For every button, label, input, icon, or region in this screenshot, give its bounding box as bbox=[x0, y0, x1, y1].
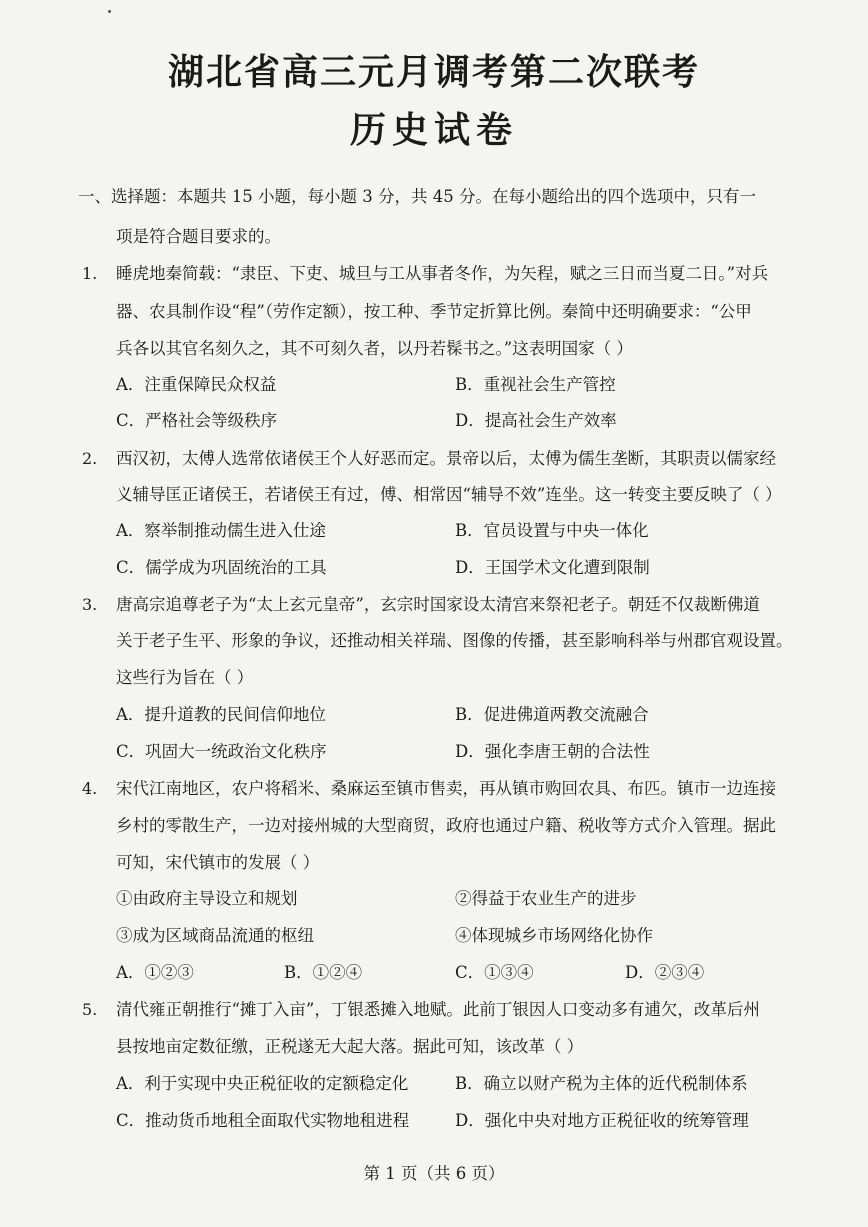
question-number: 3. bbox=[82, 595, 98, 614]
scan-speck bbox=[108, 10, 111, 13]
option-d: D．强化中央对地方正税征收的统筹管理 bbox=[455, 1111, 749, 1130]
question-text-line: 乡村的零散生产，一边对接州城的大型商贸，政府也通过户籍、税收等方式介入管理。据此 bbox=[116, 816, 776, 835]
option-c: C．儒学成为巩固统治的工具 bbox=[116, 558, 327, 577]
question-number: 1. bbox=[82, 264, 98, 283]
option-a: A．察举制推动儒生进入仕途 bbox=[116, 521, 326, 540]
statement-3: ③成为区域商品流通的枢纽 bbox=[116, 926, 314, 945]
question-number: 4. bbox=[82, 779, 98, 798]
question-text-line: 宋代江南地区，农户将稻米、桑麻运至镇市售卖，再从镇市购回农具、布匹。镇市一边连接 bbox=[116, 779, 776, 798]
question-text-line: 县按地亩定数征缴，正税遂无大起大落。据此可知，该改革（ ） bbox=[116, 1037, 584, 1056]
statement-4: ④体现城乡市场网络化协作 bbox=[455, 926, 653, 945]
question-number: 5. bbox=[82, 1000, 98, 1019]
question-number: 2. bbox=[82, 449, 98, 468]
question-text-line: 唐高宗追尊老子为“太上玄元皇帝”，玄宗时国家设太清宫来祭祀老子。朝廷不仅裁断佛道 bbox=[116, 595, 760, 614]
question-text-line: 义辅导匡正诸侯王，若诸侯王有过，傅、相常因“辅导不效”连坐。这一转变主要反映了（ ） bbox=[116, 485, 782, 504]
option-c: C．①③④ bbox=[455, 963, 534, 982]
option-a: A．利于实现中央正税征收的定额稳定化 bbox=[116, 1074, 409, 1093]
option-b: B．重视社会生产管控 bbox=[455, 375, 616, 394]
option-c: C．推动货币地租全面取代实物地租进程 bbox=[116, 1111, 410, 1130]
option-c: C．严格社会等级秩序 bbox=[116, 411, 278, 430]
statement-1: ①由政府主导设立和规划 bbox=[116, 889, 298, 908]
option-b: B．确立以财产税为主体的近代税制体系 bbox=[455, 1074, 748, 1093]
option-a: A．①②③ bbox=[116, 963, 194, 982]
section-instruction-line-1: 一、选择题：本题共 15 小题，每小题 3 分，共 45 分。在每小题给出的四个选项中，只有一 bbox=[78, 187, 756, 206]
option-c: C．巩固大一统政治文化秩序 bbox=[116, 742, 327, 761]
option-d: D．强化李唐王朝的合法性 bbox=[455, 742, 650, 761]
question-text-line: 清代雍正朝推行“摊丁入亩”，丁银悉摊入地赋。此前丁银因人口变动多有逋欠，改革后州 bbox=[116, 1000, 760, 1019]
question-text-line: 西汉初，太傅人选常依诸侯王个人好恶而定。景帝以后，太傅为儒生垄断，其职责以儒家经 bbox=[116, 449, 776, 468]
option-b: B．促进佛道两教交流融合 bbox=[455, 705, 649, 724]
exam-title: 湖北省高三元月调考第二次联考 bbox=[167, 51, 700, 93]
option-d: D．王国学术文化遭到限制 bbox=[455, 558, 650, 577]
option-a: A．提升道教的民间信仰地位 bbox=[116, 705, 326, 724]
option-d: D．提高社会生产效率 bbox=[455, 411, 617, 430]
question-text-line: 关于老子生平、形象的争议，还推动相关祥瑞、图像的传播，甚至影响科举与州郡官观设置。 bbox=[116, 631, 793, 650]
page-footer: 第 1 页（共 6 页） bbox=[363, 1164, 505, 1183]
question-text-line: 睡虎地秦简载：“隶臣、下吏、城旦与工从事者冬作，为矢程，赋之三日而当夏二日。”对兵 bbox=[116, 264, 769, 283]
statement-2: ②得益于农业生产的进步 bbox=[455, 889, 637, 908]
option-d: D．②③④ bbox=[625, 963, 705, 982]
option-b: B．①②④ bbox=[284, 963, 363, 982]
question-text-line: 器、农具制作设“程”（劳作定额），按工种、季节定折算比例。秦简中还明确要求：“公甲 bbox=[116, 302, 752, 321]
question-text-line: 兵各以其官名刻久之，其不可刻久者，以丹若髹书之。”这表明国家（ ） bbox=[116, 339, 633, 358]
option-a: A．注重保障民众权益 bbox=[116, 375, 277, 394]
question-text-line: 这些行为旨在（ ） bbox=[116, 668, 254, 687]
section-instruction-line-2: 项是符合题目要求的。 bbox=[116, 227, 281, 246]
exam-subtitle: 历史试卷 bbox=[349, 109, 518, 151]
question-text-line: 可知，宋代镇市的发展（ ） bbox=[116, 853, 320, 872]
option-b: B．官员设置与中央一体化 bbox=[455, 521, 649, 540]
